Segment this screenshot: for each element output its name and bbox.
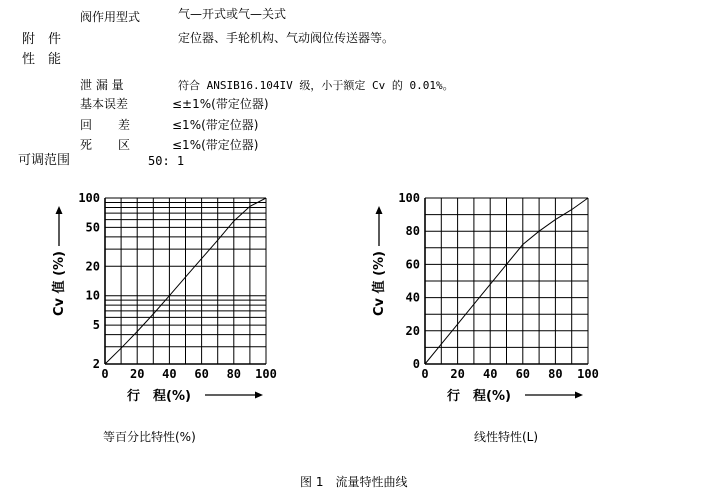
accessories-value: 定位器、手轮机构、气动阀位传送器等。 [178, 31, 395, 45]
chart1-x-arrow-head [255, 392, 263, 399]
chart2-x-tick-label: 0 [421, 367, 429, 381]
chart1-grid [105, 198, 266, 364]
chart2-x-arrow-head [575, 392, 583, 399]
chart1-x-tick-label: 0 [101, 367, 109, 381]
chart2-x-axis-label: 行 程(%) [447, 389, 511, 404]
chart1-y-tick-label: 20 [85, 259, 100, 274]
chart1-x-tick-label: 40 [162, 367, 177, 381]
chart2-title: 线性特性(L) [474, 430, 539, 444]
chart1-x-tick-label: 20 [129, 367, 145, 381]
accessories-label-line1: 附 件 [22, 32, 62, 47]
deadband-value: ≤1%(带定位器) [172, 138, 259, 152]
chart1-x-tick-label: 80 [226, 367, 242, 381]
chart2-grid [425, 198, 588, 364]
chart2-x-tick-label: 40 [482, 367, 498, 381]
deadband-label-a: 死 [80, 138, 93, 152]
chart2-y-tick-label: 100 [398, 191, 420, 205]
chart1-y-tick-label: 2 [92, 357, 100, 371]
range-value: 50: 1 [148, 154, 185, 168]
chart2-y-tick-label: 80 [405, 224, 420, 239]
chart1-x-axis-label: 行 程(%) [127, 389, 191, 404]
basic-error-label: 基本误差 [80, 97, 129, 111]
chart1-x-tick-label: 60 [194, 367, 209, 381]
chart1-y-tick-label: 5 [92, 318, 100, 333]
chart1-y-tick-label: 50 [85, 220, 100, 235]
chart2-y-tick-label: 60 [405, 257, 420, 272]
accessories-label-line2: 性 能 [22, 52, 62, 67]
action-form-value: 气—开式或气—关式 [178, 7, 287, 21]
chart2-x-tick-label: 20 [450, 367, 465, 381]
chart2-y-tick-label: 20 [405, 323, 420, 338]
chart1-y-tick-label: 10 [85, 288, 100, 303]
leakage-label: 泄 漏 量 [80, 78, 124, 92]
chart1-y-arrow-head [56, 206, 63, 214]
chart1-y-axis-label: Cv 值 (%) [52, 251, 67, 316]
hysteresis-label-a: 回 [80, 118, 93, 132]
chart2-y-arrow-head [376, 206, 383, 214]
chart2-x-tick-label: 80 [548, 367, 563, 381]
deadband-label-b: 区 [118, 138, 131, 152]
action-form-label: 阀作用型式 [80, 10, 141, 24]
chart2-y-tick-label: 0 [412, 357, 420, 371]
chart2-y-tick-label: 40 [405, 290, 420, 305]
chart2-y-axis-label: Cv 值 (%) [372, 251, 387, 316]
chart1-y-tick-label: 100 [78, 191, 100, 205]
figure-caption: 图 1 流量特性曲线 [300, 475, 408, 489]
hysteresis-value: ≤1%(带定位器) [172, 118, 259, 132]
chart2-x-tick-label: 100 [577, 367, 599, 381]
chart1-x-tick-label: 100 [255, 367, 277, 381]
chart1-title: 等百分比特性(%) [103, 430, 196, 444]
leakage-value: 符合 ANSIB16.104IV 级，小于额定 Cv 的 0.01%。 [178, 79, 454, 92]
hysteresis-label-b: 差 [118, 118, 131, 132]
range-label: 可调范围 [18, 153, 71, 168]
basic-error-value: ≤±1%(带定位器) [172, 97, 269, 111]
chart2-x-tick-label: 60 [515, 367, 531, 381]
